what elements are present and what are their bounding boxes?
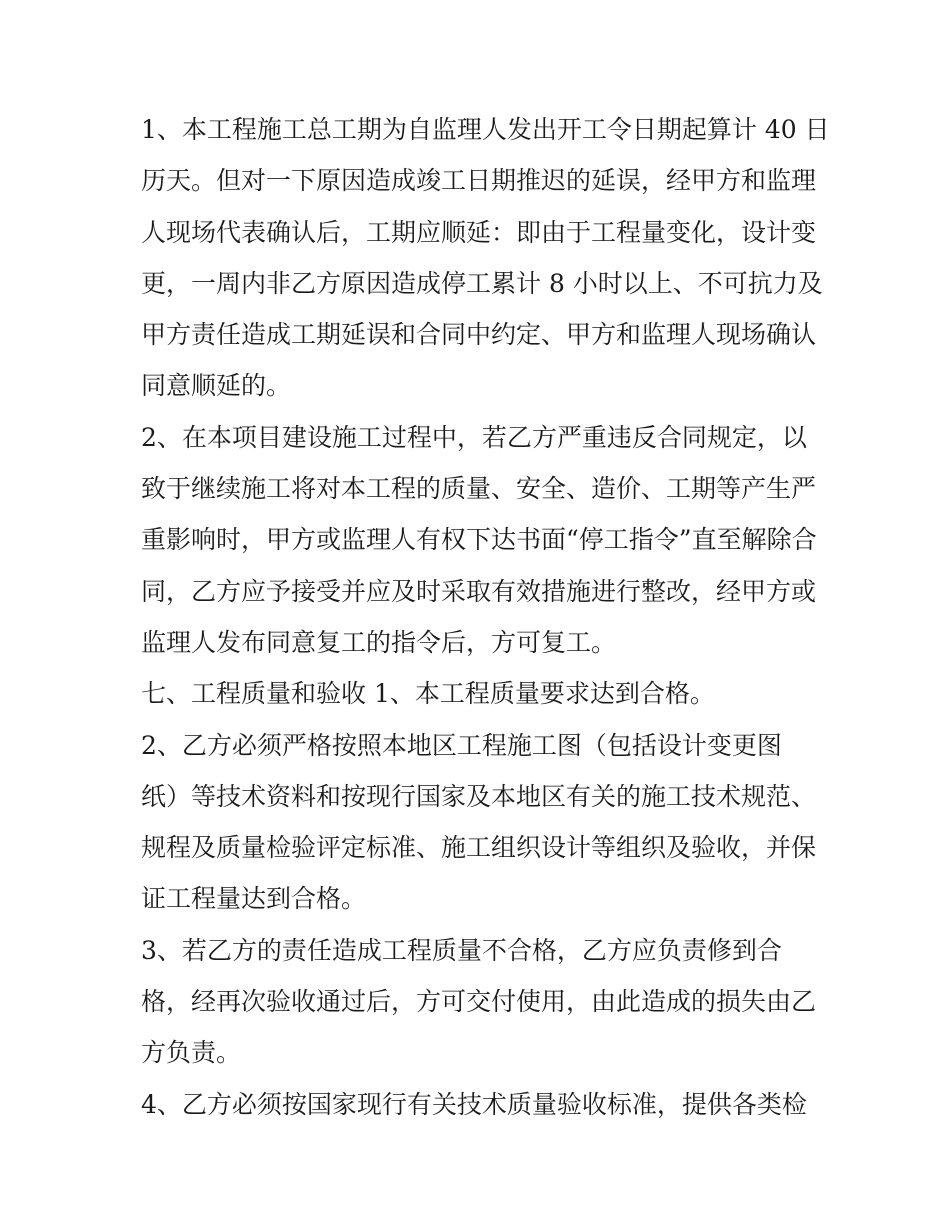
- text-line: 历天。但对一下原因造成竣工日期推迟的延误，经甲方和监理: [141, 166, 817, 196]
- text-line: 重影响时，甲方或监理人有权下达书面“停工指令”直至解除合: [141, 525, 817, 555]
- text-line: 2、乙方必须严格按照本地区工程施工图（包括设计变更图: [141, 730, 782, 760]
- text-line: 纸）等技术资料和按现行国家及本地区有关的施工技术规范、: [141, 781, 817, 811]
- text-line: 4、乙方必须按国家现行有关技术质量验收标准，提供各类检: [141, 1089, 807, 1119]
- text-line: 格，经再次验收通过后，方可交付使用，由此造成的损失由乙: [141, 987, 817, 1017]
- text-line: 更，一周内非乙方原因造成停工累计 8 小时以上、不可抗力及: [141, 268, 823, 298]
- text-line: 2、在本项目建设施工过程中，若乙方严重违反合同规定，以: [141, 422, 807, 452]
- section-heading-line: 七、工程质量和验收 1、本工程质量要求达到合格。: [141, 679, 715, 709]
- text-line: 规程及质量检验评定标准、施工组织设计等组织及验收，并保: [141, 833, 817, 863]
- text-line: 1、本工程施工总工期为自监理人发出开工令日期起算计 40 日: [141, 115, 830, 144]
- text-line: 3、若乙方的责任造成工程质量不合格，乙方应负责修到合: [141, 935, 782, 965]
- text-line: 证工程量达到合格。: [141, 884, 367, 914]
- text-line: 监理人发布同意复工的指令后，方可复工。: [141, 627, 617, 657]
- text-line: 同，乙方应予接受并应及时采取有效措施进行整改，经甲方或: [141, 576, 817, 606]
- text-line: 方负责。: [141, 1038, 242, 1068]
- text-line: 甲方责任造成工期延误和合同中约定、甲方和监理人现场确认: [141, 320, 817, 350]
- text-line: 致于继续施工将对本工程的质量、安全、造价、工期等产生严: [141, 474, 817, 504]
- text-line: 人现场代表确认后，工期应顺延：即由于工程量变化，设计变: [141, 217, 817, 247]
- document-body: [141, 104, 830, 1130]
- text-line: 同意顺延的。: [141, 371, 292, 401]
